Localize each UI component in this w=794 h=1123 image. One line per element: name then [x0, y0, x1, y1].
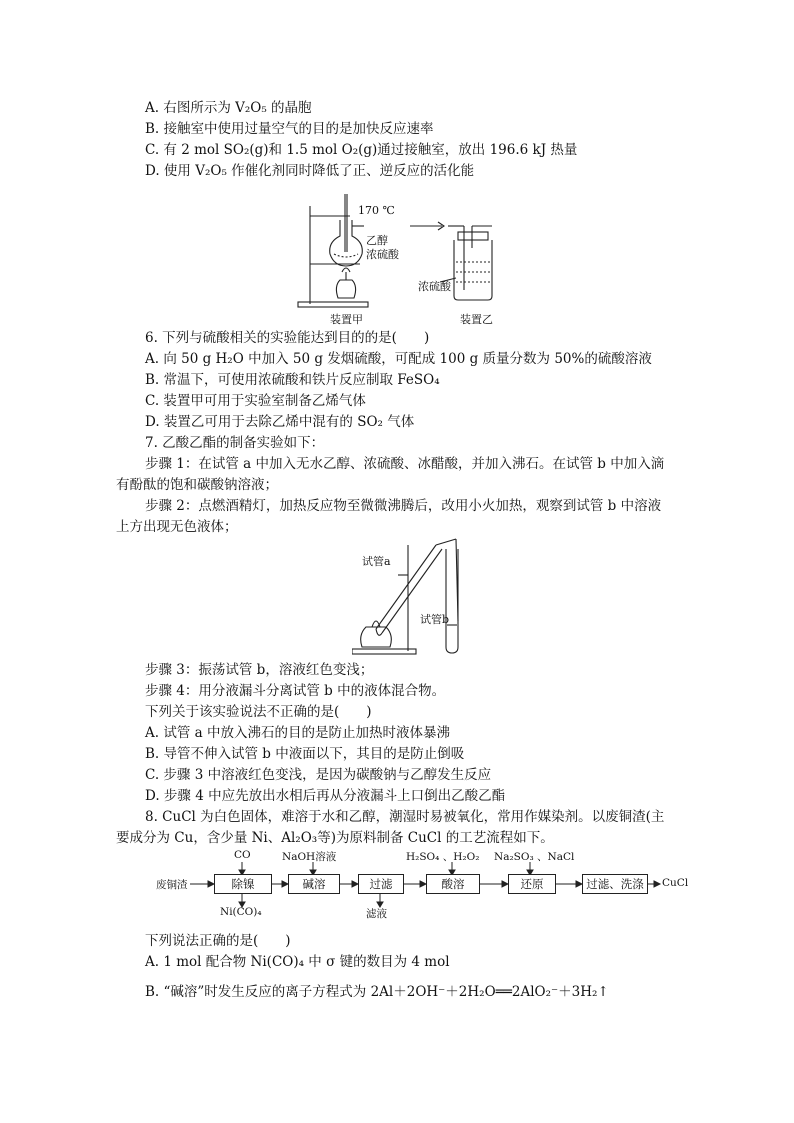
- q5-option-d: D. 使用 V₂O₅ 作催化剂同时降低了正、逆反应的活化能: [145, 163, 475, 179]
- flow-input-waste-copper: 废铜渣: [156, 879, 188, 891]
- q7-step2-line2: 上方出现无色液体；: [116, 519, 238, 535]
- q7-question: 下列关于该实验说法不正确的是( ): [145, 704, 372, 720]
- flow-step-nickel-removal: 除镍: [214, 874, 272, 894]
- q7-stem: 7. 乙酸乙酯的制备实验如下：: [145, 435, 325, 451]
- flow-step-filter-wash: 过滤、洗涤: [582, 874, 648, 894]
- q7-option-d: D. 步骤 4 中应先放出水相后再从分液漏斗上口倒出乙酸乙酯: [145, 788, 506, 804]
- flow-byproduct-nico4: Ni(CO)₄: [220, 906, 262, 918]
- q6-option-d: D. 装置乙可用于去除乙烯中混有的 SO₂ 气体: [145, 414, 415, 430]
- label-test-tube-b: 试管b: [420, 613, 450, 626]
- flow-reagent-h2so4-h2o2: H₂SO₄ 、H₂O₂: [406, 851, 480, 863]
- q7-step2-line1: 步骤 2：点燃酒精灯，加热反应物至微微沸腾后，改用小火加热，观察到试管 b 中溶液: [145, 498, 662, 514]
- q7-option-c: C. 步骤 3 中溶液红色变浅，是因为碳酸钠与乙醇发生反应: [145, 767, 492, 783]
- flow-step-reduction: 还原: [508, 874, 556, 894]
- q8-stem-line2: 要成分为 Cu，含少量 Ni、Al₂O₃等)为原料制备 CuCl 的工艺流程如下。: [116, 830, 554, 846]
- flow-step-acid-dissolve: 酸溶: [426, 874, 480, 894]
- process-flow-diagram: [156, 848, 696, 920]
- apparatus-drawing: [290, 186, 520, 328]
- q6-option-a: A. 向 50 g H₂O 中加入 50 g 发烟硫酸，可配成 100 g 质量分数为 50%的硫酸溶液: [145, 351, 652, 367]
- q5-option-b: B. 接触室中使用过量空气的目的是加快反应速率: [145, 121, 434, 137]
- flow-byproduct-filtrate: 滤液: [366, 908, 387, 920]
- q7-option-a: A. 试管 a 中放入沸石的目的是防止加热时液体暴沸: [145, 725, 450, 741]
- caption-apparatus-yi: 装置乙: [460, 313, 493, 326]
- q5-option-a: A. 右图所示为 V₂O₅ 的晶胞: [145, 100, 312, 116]
- flow-step-filter: 过滤: [358, 874, 404, 894]
- flow-step-alkali-dissolve: 碱溶: [288, 874, 340, 894]
- flow-reagent-na2so3-nacl: Na₂SO₃ 、NaCl: [494, 851, 575, 863]
- q7-option-b: B. 导管不伸入试管 b 中液面以下，其目的是防止倒吸: [145, 746, 465, 762]
- q8-option-b: B. “碱溶”时发生反应的离子方程式为 2Al＋2OH⁻＋2H₂O══2AlO₂⁻＋3H₂↑: [145, 984, 609, 1000]
- label-conc-sulfuric-acid-jia: 浓硫酸: [366, 248, 399, 261]
- label-ethanol: 乙醇: [366, 234, 388, 247]
- q8-option-a: A. 1 mol 配合物 Ni(CO)₄ 中 σ 键的数目为 4 mol: [145, 954, 450, 970]
- q7-step1-line2: 有酚酞的饱和碳酸钠溶液；: [116, 477, 278, 493]
- q6-option-c: C. 装置甲可用于实验室制备乙烯气体: [145, 393, 366, 409]
- q8-question: 下列说法正确的是( ): [145, 933, 291, 949]
- figure-ester-apparatus: [352, 535, 472, 659]
- q8-stem-line1: 8. CuCl 为白色固体，难溶于水和乙醇，潮湿时易被氧化，常用作媒染剂。以废铜渣(主: [145, 809, 665, 825]
- figure-apparatus-jia-yi: [290, 186, 520, 328]
- flow-output-cucl: CuCl: [662, 877, 689, 889]
- label-170c: 170 ℃: [358, 204, 395, 217]
- q7-step4: 步骤 4：用分液漏斗分离试管 b 中的液体混合物。: [145, 683, 446, 699]
- q7-step1-line1: 步骤 1：在试管 a 中加入无水乙醇、浓硫酸、冰醋酸，并加入沸石。在试管 b 中加入滴: [145, 456, 665, 472]
- flow-reagent-naoh: NaOH溶液: [282, 851, 337, 863]
- q6-stem: 6. 下列与硫酸相关的实验能达到目的的是( ): [145, 330, 430, 346]
- label-test-tube-a: 试管a: [362, 555, 391, 568]
- q7-step3: 步骤 3：振荡试管 b，溶液红色变浅；: [145, 662, 374, 678]
- q5-option-c: C. 有 2 mol SO₂(g)和 1.5 mol O₂(g)通过接触室，放出 196.6 kJ 热量: [145, 142, 578, 158]
- flow-reagent-co: CO: [234, 849, 251, 861]
- q6-option-b: B. 常温下，可使用浓硫酸和铁片反应制取 FeSO₄: [145, 372, 440, 388]
- caption-apparatus-jia: 装置甲: [330, 313, 363, 326]
- label-conc-sulfuric-acid-yi: 浓硫酸: [418, 280, 451, 293]
